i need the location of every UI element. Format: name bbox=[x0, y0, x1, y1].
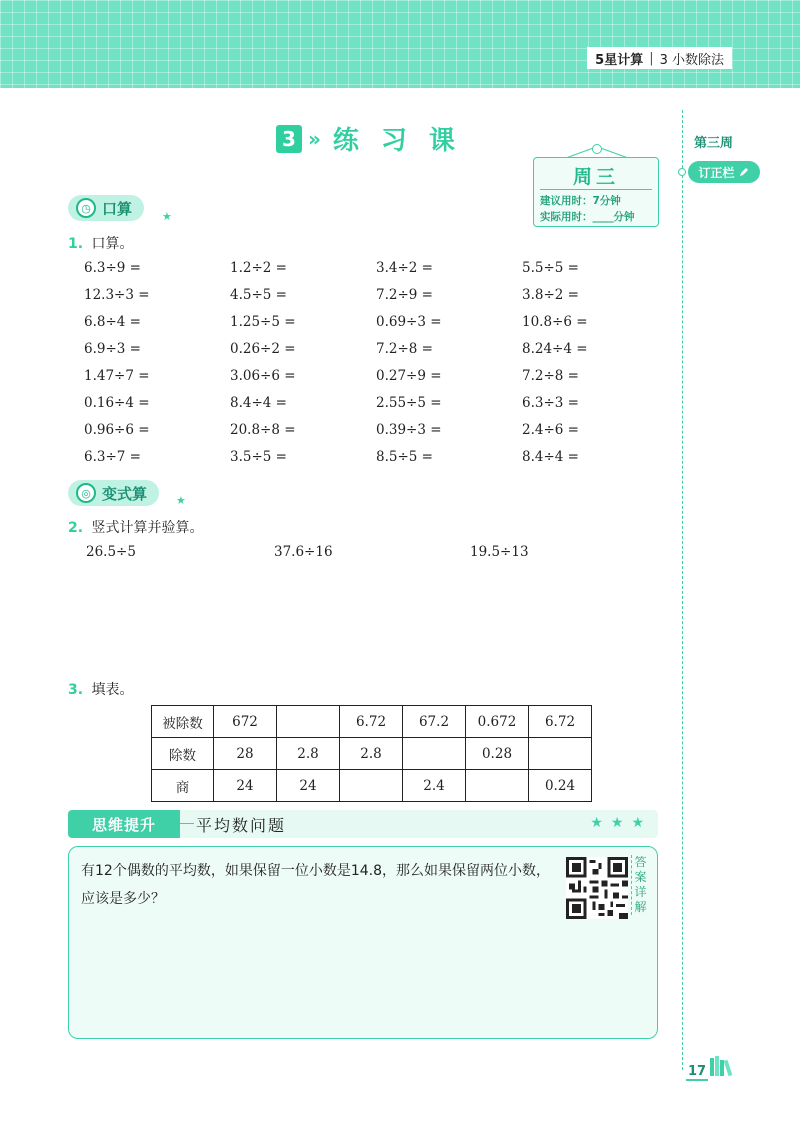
section-oral bbox=[68, 195, 144, 221]
oral-item: 10.8÷6 = bbox=[522, 314, 588, 330]
table-row bbox=[152, 770, 592, 802]
lesson-title bbox=[276, 120, 477, 157]
pencil-icon bbox=[738, 166, 750, 178]
qr-side-char: 解 bbox=[634, 900, 647, 914]
oral-item: 1.2÷2 = bbox=[230, 260, 287, 276]
oral-item: 6.3÷9 = bbox=[84, 260, 141, 276]
table-cell: 24 bbox=[214, 770, 277, 802]
thinking-tag: 思维提升 bbox=[68, 810, 180, 838]
table-cell: 2.4 bbox=[403, 770, 466, 802]
answer-explanation-label bbox=[631, 855, 649, 915]
table-cell: 0.28 bbox=[466, 738, 529, 770]
margin-divider bbox=[682, 110, 683, 1070]
correction-dot bbox=[678, 168, 686, 176]
hanger-string bbox=[599, 147, 628, 158]
oral-item: 0.69÷3 = bbox=[376, 314, 442, 330]
star-icon: ★ bbox=[162, 210, 172, 223]
oral-item: 5.5÷5 = bbox=[522, 260, 579, 276]
table-cell bbox=[277, 706, 340, 738]
oral-item: 6.8÷4 = bbox=[84, 314, 141, 330]
series-unit: 3 小数除法 bbox=[659, 52, 724, 68]
day-divider bbox=[540, 189, 652, 190]
oral-item: 3.06÷6 = bbox=[230, 368, 296, 384]
hanger-ring bbox=[592, 144, 602, 154]
oral-item: 7.2÷9 = bbox=[376, 287, 433, 303]
table-cell bbox=[403, 738, 466, 770]
oral-item: 0.96÷6 = bbox=[84, 422, 150, 438]
oral-item: 8.5÷5 = bbox=[376, 449, 433, 465]
table-cell: 2.8 bbox=[340, 738, 403, 770]
thinking-connector bbox=[180, 823, 194, 824]
page-number: 17 bbox=[688, 1064, 707, 1079]
q2-prompt: 竖式计算并验算。 bbox=[91, 520, 204, 536]
week-label: 第三周 bbox=[694, 136, 734, 151]
oral-item: 2.55÷5 = bbox=[376, 395, 442, 411]
thinking-bar bbox=[68, 810, 658, 838]
table-cell: 672 bbox=[214, 706, 277, 738]
table-cell: 6.72 bbox=[529, 706, 592, 738]
series-tag bbox=[587, 47, 732, 69]
table-row bbox=[152, 738, 592, 770]
oral-item: 20.8÷8 = bbox=[230, 422, 296, 438]
correction-label: 订正栏 bbox=[698, 165, 735, 180]
section-oral-label: 口算 bbox=[102, 199, 133, 218]
table-cell: 28 bbox=[214, 738, 277, 770]
stopwatch-icon: ◷ bbox=[76, 198, 96, 218]
oral-item: 6.3÷7 = bbox=[84, 449, 141, 465]
oral-item: 12.3÷3 = bbox=[84, 287, 150, 303]
fill-table bbox=[151, 705, 592, 802]
q3-number: 3. bbox=[68, 682, 84, 698]
header-band bbox=[0, 0, 800, 88]
table-cell bbox=[340, 770, 403, 802]
oral-item: 0.39÷3 = bbox=[376, 422, 442, 438]
oral-item: 3.5÷5 = bbox=[230, 449, 287, 465]
q2-item: 37.6÷16 bbox=[274, 544, 333, 560]
oral-item: 4.5÷5 = bbox=[230, 287, 287, 303]
table-cell bbox=[466, 770, 529, 802]
row-header: 商 bbox=[152, 770, 214, 802]
oral-item: 6.3÷3 = bbox=[522, 395, 579, 411]
lesson-name: 练习课 bbox=[332, 126, 477, 156]
oral-item: 0.26÷2 = bbox=[230, 341, 296, 357]
books-icon bbox=[708, 1054, 736, 1078]
suggested-time: 建议用时：7分钟 bbox=[540, 195, 621, 207]
table-cell: 6.72 bbox=[340, 706, 403, 738]
problem-text: 有12个偶数的平均数，如果保留一位小数是14.8，那么如果保留两位小数，应该是多少？ bbox=[81, 863, 550, 907]
q1-head bbox=[68, 233, 134, 253]
q2-number: 2. bbox=[68, 520, 84, 536]
q2-head bbox=[68, 517, 204, 537]
lesson-number: 3 bbox=[276, 125, 302, 153]
oral-item: 8.24÷4 = bbox=[522, 341, 588, 357]
q2-item: 26.5÷5 bbox=[86, 544, 136, 560]
table-row bbox=[152, 706, 592, 738]
star-icon: ★ bbox=[176, 494, 186, 507]
oral-item: 0.27÷9 = bbox=[376, 368, 442, 384]
oral-item: 1.25÷5 = bbox=[230, 314, 296, 330]
oral-item: 3.4÷2 = bbox=[376, 260, 433, 276]
series-brand: 5星计算 bbox=[595, 52, 644, 68]
difficulty-stars: ★★★ bbox=[590, 815, 652, 831]
table-cell: 0.672 bbox=[466, 706, 529, 738]
day-name: 周三 bbox=[572, 166, 619, 188]
table-cell: 2.8 bbox=[277, 738, 340, 770]
oral-item: 7.2÷8 = bbox=[376, 341, 433, 357]
series-separator: | bbox=[649, 50, 654, 66]
problem-box bbox=[68, 846, 658, 1039]
correction-tag bbox=[688, 161, 760, 183]
oral-item: 3.8÷2 = bbox=[522, 287, 579, 303]
qr-side-char: 案 bbox=[634, 870, 647, 884]
thinking-topic: 平均数问题 bbox=[196, 816, 287, 835]
table-cell: 67.2 bbox=[403, 706, 466, 738]
row-header: 被除数 bbox=[152, 706, 214, 738]
chevron-right-icon: » bbox=[308, 126, 321, 151]
oral-item: 8.4÷4 = bbox=[230, 395, 287, 411]
oral-item: 2.4÷6 = bbox=[522, 422, 579, 438]
table-cell bbox=[529, 738, 592, 770]
target-icon: ◎ bbox=[76, 483, 96, 503]
table-cell: 24 bbox=[277, 770, 340, 802]
q3-prompt: 填表。 bbox=[91, 682, 134, 698]
day-card bbox=[533, 157, 659, 227]
qr-side-char: 答 bbox=[634, 855, 647, 869]
q2-item: 19.5÷13 bbox=[470, 544, 529, 560]
oral-item: 6.9÷3 = bbox=[84, 341, 141, 357]
oral-item: 7.2÷8 = bbox=[522, 368, 579, 384]
oral-item: 1.47÷7 = bbox=[84, 368, 150, 384]
row-header: 除数 bbox=[152, 738, 214, 770]
q1-prompt: 口算。 bbox=[91, 236, 134, 252]
hanger-string bbox=[567, 147, 596, 158]
q3-head bbox=[68, 679, 134, 699]
oral-grid bbox=[84, 258, 664, 474]
qr-side-char: 详 bbox=[634, 885, 647, 899]
q1-number: 1. bbox=[68, 236, 84, 252]
actual-time: 实际用时：____分钟 bbox=[540, 211, 635, 223]
qr-code-icon[interactable] bbox=[566, 857, 628, 919]
oral-item: 8.4÷4 = bbox=[522, 449, 579, 465]
section-variant-label: 变式算 bbox=[102, 484, 148, 503]
table-cell: 0.24 bbox=[529, 770, 592, 802]
section-variant bbox=[68, 480, 159, 506]
oral-item: 0.16÷4 = bbox=[84, 395, 150, 411]
